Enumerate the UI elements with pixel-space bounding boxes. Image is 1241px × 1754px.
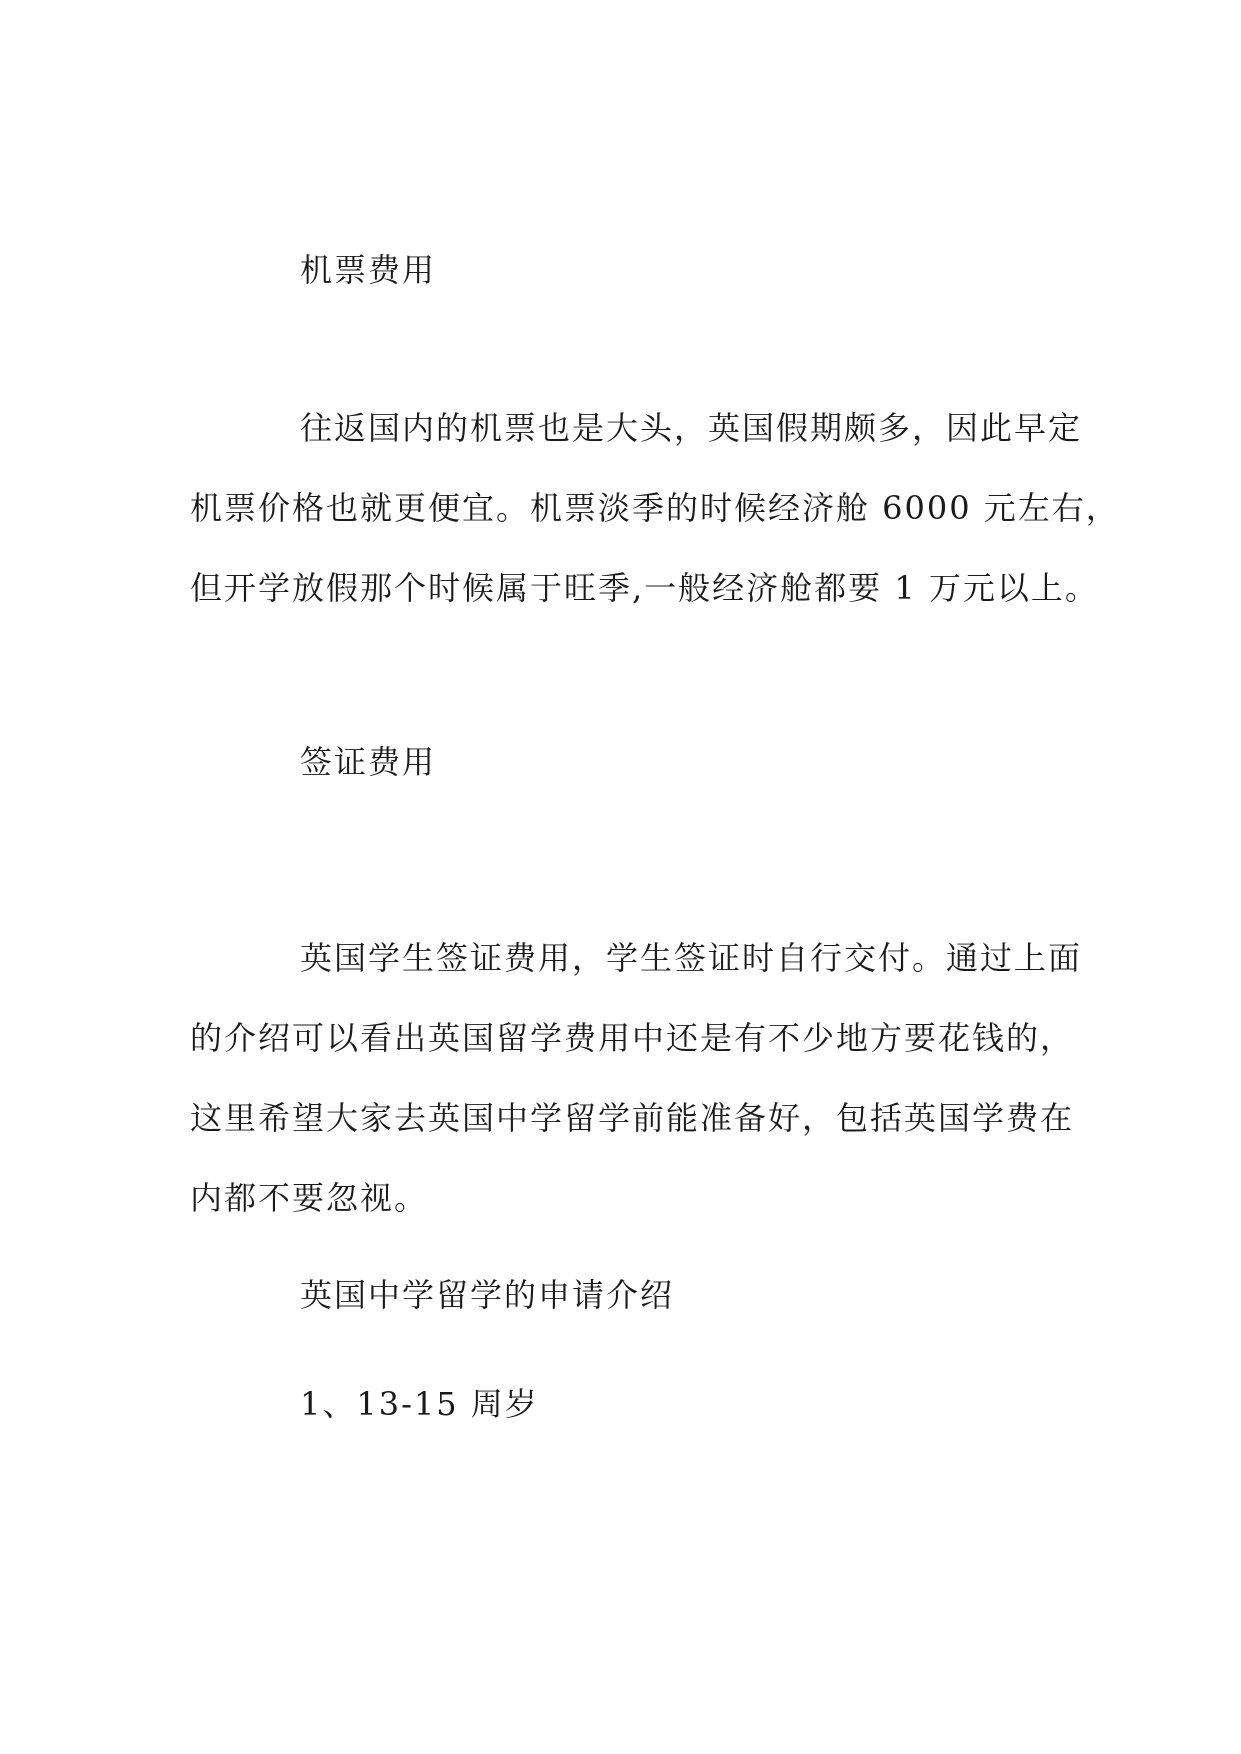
paragraph-line: 英国学生签证费用，学生签证时自行交付。通过上面 bbox=[300, 939, 1083, 977]
visa-paragraph bbox=[190, 918, 1083, 1238]
application-heading: 英国中学留学的申请介绍 bbox=[300, 1276, 675, 1314]
paragraph-line: 内都不要忽视。 bbox=[190, 1179, 429, 1217]
age-list-item: 1、13-15 周岁 bbox=[300, 1385, 539, 1423]
paragraph-line: 机票价格也就更便宜。机票淡季的时候经济舱 6000 元左右， bbox=[190, 489, 1120, 527]
airfare-paragraph bbox=[190, 388, 1120, 628]
paragraph-line: 往返国内的机票也是大头，英国假期颇多，因此早定 bbox=[300, 409, 1083, 447]
paragraph-line: 的介绍可以看出英国留学费用中还是有不少地方要花钱的， bbox=[190, 1019, 1075, 1057]
visa-heading: 签证费用 bbox=[300, 743, 437, 781]
paragraph-line: 这里希望大家去英国中学留学前能准备好，包括英国学费在 bbox=[190, 1099, 1075, 1137]
paragraph-line: 但开学放假那个时候属于旺季,一般经济舱都要 1 万元以上。 bbox=[190, 569, 1099, 607]
airfare-heading: 机票费用 bbox=[300, 251, 437, 289]
